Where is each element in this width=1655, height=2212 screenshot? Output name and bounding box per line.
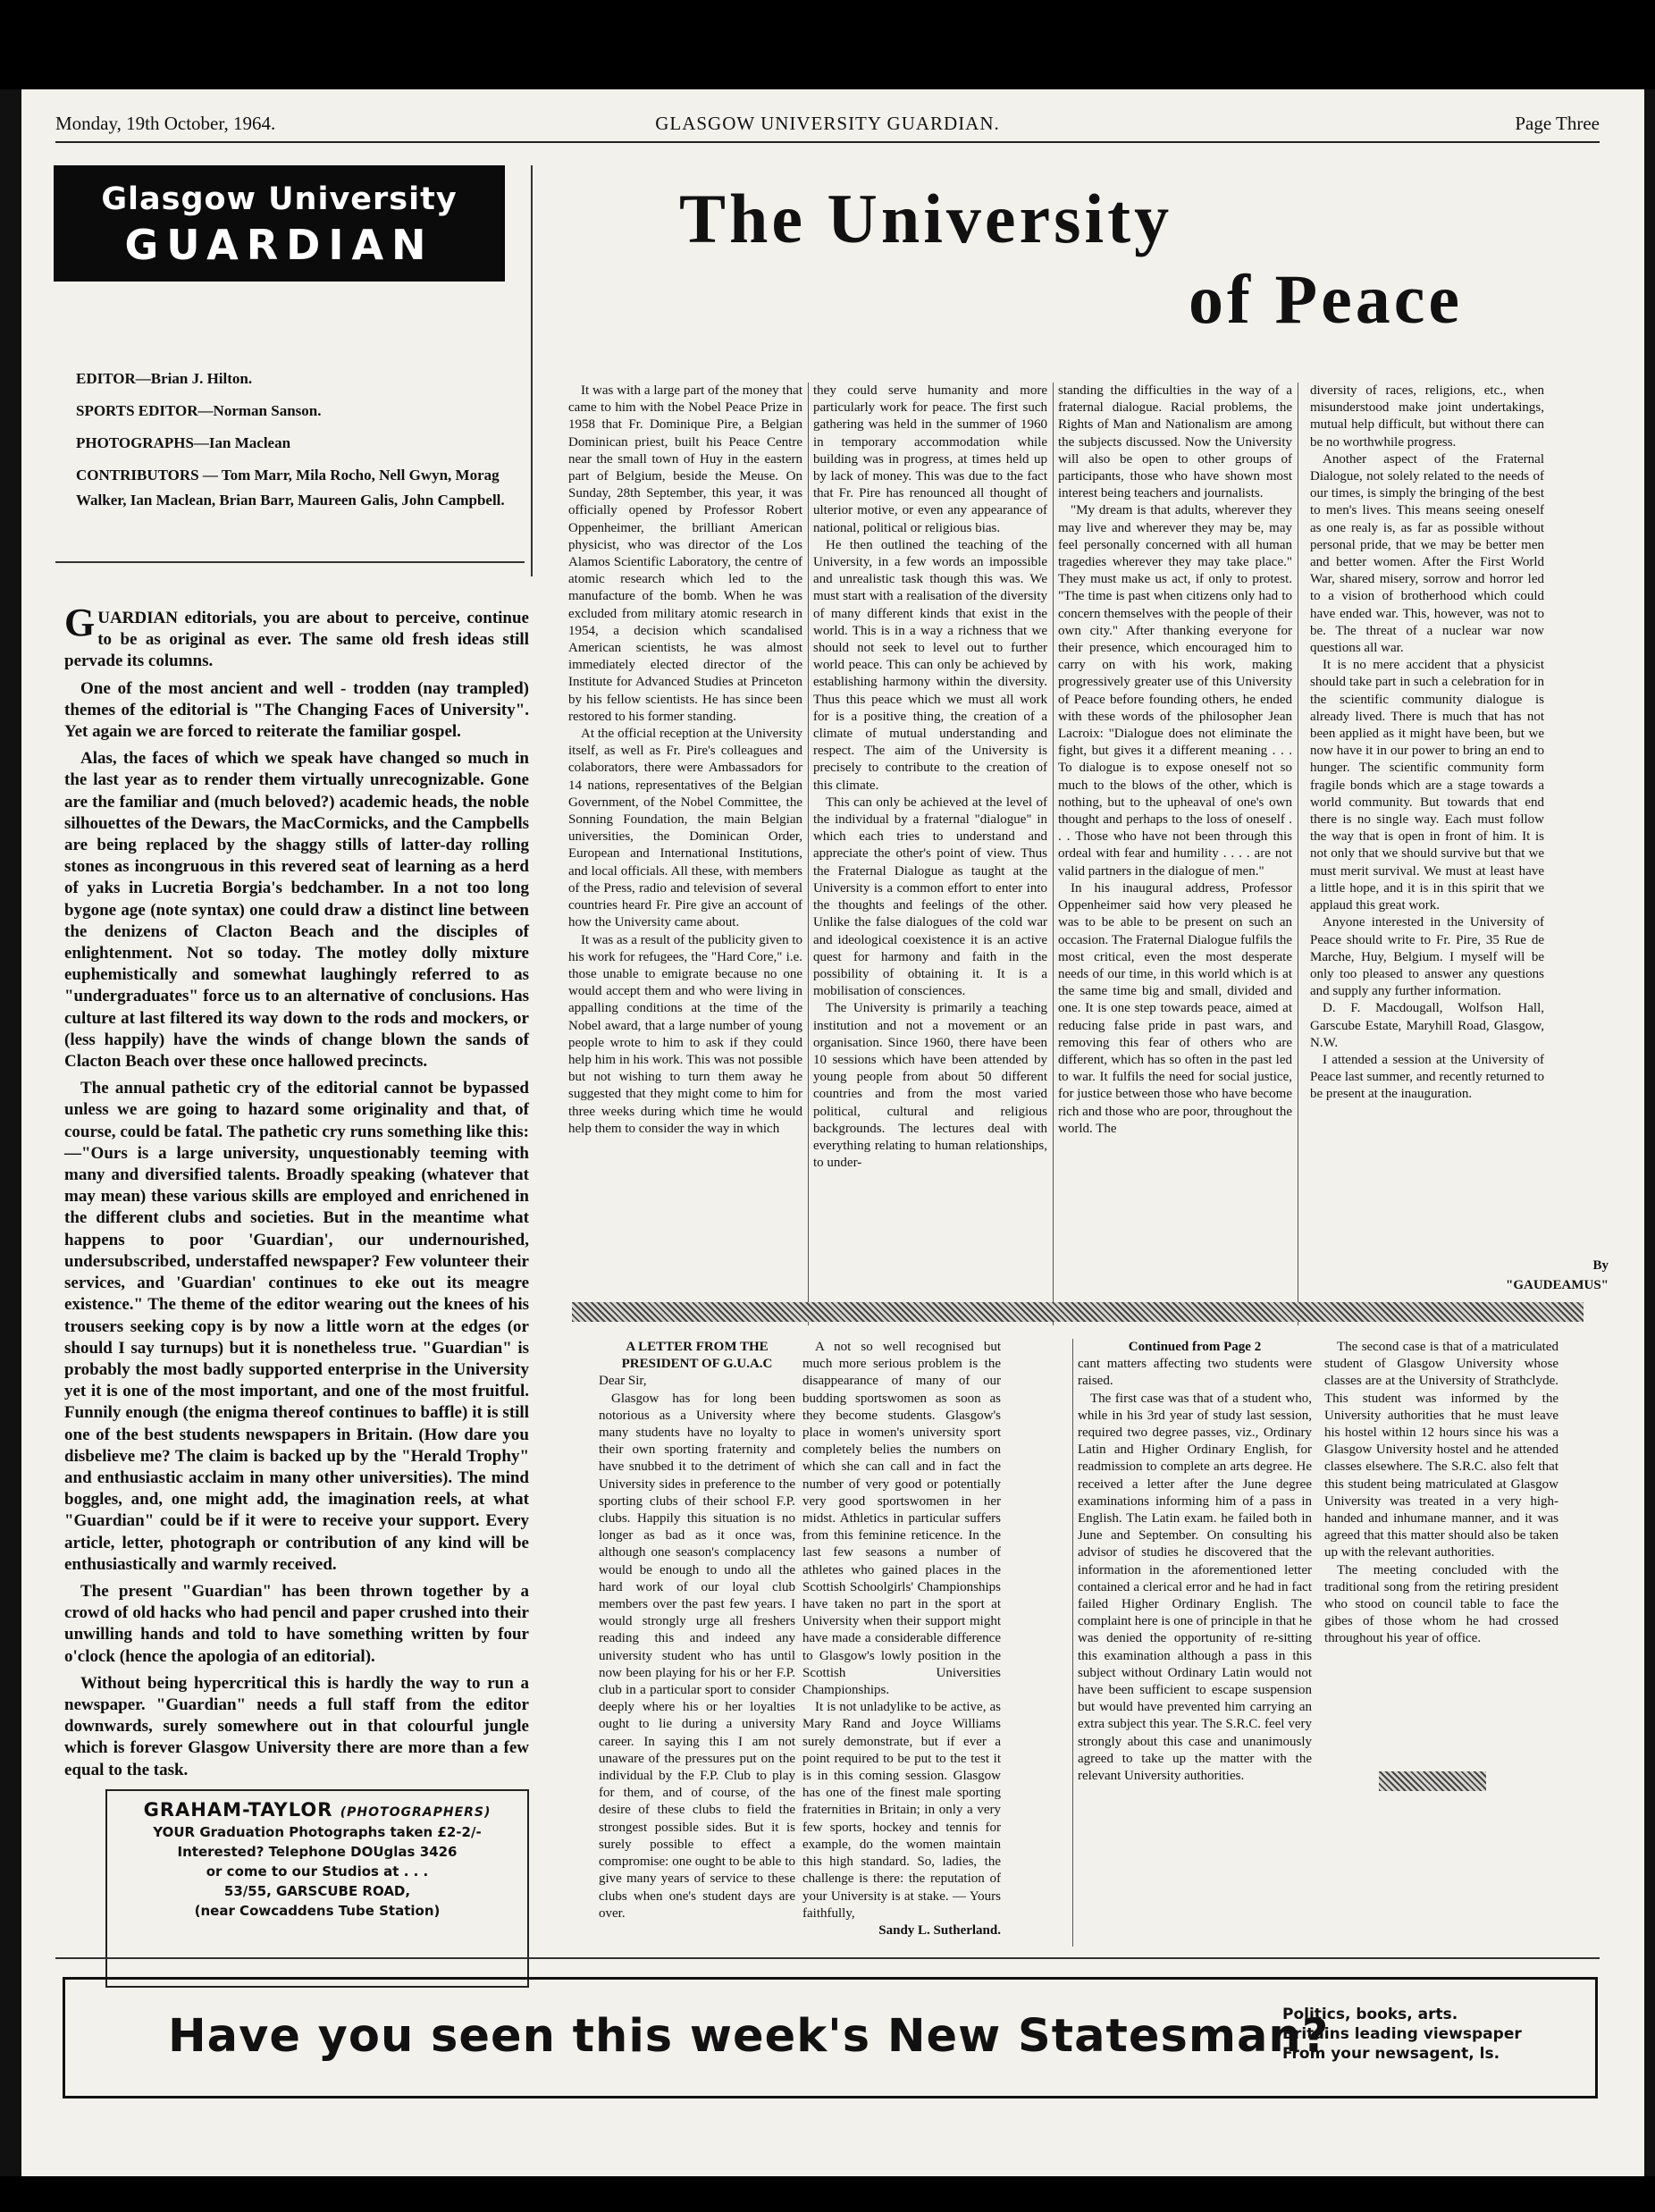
advert-name: GRAHAM-TAYLOR (PHOTOGRAPHERS) (143, 1799, 491, 1821)
editorial-paragraph: Without being hypercritical this is hardly the way to run a newspaper. "Guardian" needs a full staff from the editor downwards, surely somewhere out in that colourful jungle which is forever Glasgow University there are more than a few equal to the task. (64, 1673, 529, 1779)
peace-column-1 (568, 383, 802, 1138)
advert-line: Britains leading viewspaper (1282, 2025, 1522, 2043)
scan-border-left (0, 89, 21, 2212)
editorial-paragraph: GUARDIAN editorials, you are about to perceive, continue to be as original as ever. The same old fresh ideas still pervade its columns. (64, 601, 529, 671)
advert-line: Politics, books, arts. (1282, 2006, 1458, 2023)
peace-column-3 (1058, 383, 1292, 1138)
continued-paragraph: The first case was that of a student who, while in his 3rd year of study last session, required two degree passes, viz., Ordinary Latin and Higher Ordinary English, for readmission to complete an arts degree. He received a letter after the June degree examinations informing him of a pass in English. The Latin exam. he failed both in June and September. On consulting his advisor of studies he discovered that the information in the aforementioned letter contained a clerical error and he had in fact failed Higher Ordinary English. The complaint here is one of principle in that he was denied the opportunity of re-sitting this examination although a pass in this subject without Ordinary Latin would not have been sufficient to escape suspension but would have prevented him carrying an extra subject this year. The S.R.C. feel very strongly about this case and unanimously agreed to take up the matter with the relevant University authorities. (1078, 1391, 1312, 1784)
letter-salutation: Dear Sir, (599, 1374, 647, 1389)
staff-editor: EDITOR—Brian J. Hilton. (76, 370, 253, 387)
divider (55, 1957, 1600, 1959)
advert-subtitle: (PHOTOGRAPHERS) (340, 1805, 491, 1820)
peace-paragraph: It was with a large part of the money that came to him with the Nobel Peace Prize in 1958 that Fr. Dominique Pire, a Belgian Dominican priest, built his Peace Centre near the small town of Huy in the eastern part of Belgium, beside the Meuse. On Sunday, 28th September, this year, it was officially opened by Professor Robert Oppenheimer, the brilliant American physicist, who was director of the Los Alamos Scientific Laboratory, the centre of atomic research which led to the manufacture of the bomb. When he was excluded from military atomic research in 1954, a decision which scandalised American scientists, he was almost immediately elected director of the Institute for Advanced Studies at Princeton by his fellow scientists. He has since been restored to his former standing. (568, 383, 802, 724)
byline-author: "GAUDEAMUS" (1506, 1278, 1609, 1292)
continued-paragraph: The second case is that of a matriculated student of Glasgow University whose classes are at the University of Strathclyde. This student was informed by the University authorities that he must leave his hostel within 12 hours since his was a Glasgow University hostel and he attended classes elsewhere. The S.R.C. also felt that this student being matriculated at Glasgow University was treated in a very high-handed and inhumane manner, and it was agreed that this matter should also be taken up with the relevant authorities. (1324, 1340, 1558, 1560)
column-rule (531, 165, 533, 576)
peace-paragraph: At the official reception at the University itself, as well as Fr. Pire's colleagues and colaborators, there were Ambassadors for 14 nations, representatives of the Belgian Government, of the Nobel Committee, the Sonning Foundation, the main Belgian universities, the Dominican Order, European and International Institutions, and local officials. All these, with members of the Press, radio and television of several countries heard Fr. Pire give an account of how the University came about. (568, 727, 802, 930)
new-statesman-advert (63, 1977, 1598, 2098)
continued-paragraph: cant matters affecting two students were raised. (1078, 1357, 1312, 1389)
peace-paragraph: This can only be achieved at the level of the individual by a fraternal "dialogue" in which each tries to understand and appreciate the other's point of view. Thus the Fraternal Dialogue as taught at the University is a common effort to enter into the thoughts and feelings of the other. Unlike the false dialogues of the cold war and ideological coexistence it is an active quest for harmony and faith in the possibility of obtaining it. It is a mobilisation of consciences. (813, 795, 1047, 999)
letter-signature: Sandy L. Sutherland. (878, 1922, 1001, 1938)
peace-paragraph: I attended a session at the University of Peace last summer, and recently returned to be present at the inauguration. (1310, 1052, 1544, 1102)
masthead (54, 165, 505, 282)
editorial-paragraph: The annual pathetic cry of the editorial cannot be bypassed unless we are going to hazard some originality and that, of course, could be fatal. The pathetic cry runs something like this:—"Ours is a large university, unquestionably teeming with many and diversified talents. Broadly speaking (whatever that may mean) these various skills are employed and enrichened in the different clubs and societies. But in the meantime what happens to poor 'Guardian', our undernourished, undersubscribed, understaffed newspaper? Few volunteer their services, and 'Guardian' continues to eke out its meagre existence." The theme of the editor wearing out the knees of his trousers seeking copy is by now a little worn at the edges (or should I say turnups) but it is nonetheless true. "Guardian" is probably the most badly supported enterprise in the University yet it is one of the most important, and one of the most fruitful. Funnily enough (the enigma thereof continues to baffle) it is still one of the best students newspapers in Britain. (How dare you disbelieve me? The claim is backed up by the "Herald Trophy" and enthusiastic acclaim in many other universities). The mind boggles, and, one might add, the imagination reels, at what "Guardian" could be if it were to receive your support. Every article, letter, photograph or contribution of any kind will be enthusiastically and warmly received. (64, 1079, 529, 1574)
editorial-paragraph: The present "Guardian" has been thrown together by a crowd of old hacks who had pencil and paper crushed into their unwilling hands and told to have something written by four o'clock (hence the apologia of an editorial). (64, 1581, 529, 1666)
peace-paragraph: D. F. Macdougall, Wolfson Hall, Garscube Estate, Maryhill Road, Glasgow, N.W. (1310, 1001, 1544, 1050)
continued-column-2 (1324, 1339, 1558, 1648)
advert-line: 53/55, GARSCUBE ROAD, (223, 1883, 411, 1899)
paper-name: GLASGOW UNIVERSITY GUARDIAN. (655, 113, 1000, 134)
peace-paragraph: It was as a result of the publicity given to his work for refugees, the "Hard Core," i.e. those unable to emigrate because no one would accept them and who were living in appalling conditions at the time of the Nobel award, that a large number of young people wrote to him to ask if they could help him in his work. This was not possible but not wishing to turn them away he suggested that they might come to him for three weeks during which time he would help them to consider the way in which (568, 932, 802, 1136)
scan-border-bottom (0, 2176, 1655, 2212)
peace-paragraph: It is no mere accident that a physicist should take part in such a celebration for in the scientific community dialogue is already lived. There is much that has not been applied as it might have been, but we now have it in our power to bring an end to hunger. The scientific community form fragile bonds which are a stage towards a world community. But towards that end there is no single way. Each must follow the way that is open in front of him. It is not only that we should survive but that we must merit survival. We must at least have a little hope, and it is in this spirit that we applaud this great work. (1310, 658, 1544, 913)
advert-line: Interested? Telephone DOUglas 3426 (177, 1844, 458, 1860)
advert-tagline (1282, 2005, 1522, 2064)
peace-column-2 (813, 383, 1047, 1172)
headline-line1: The University (679, 180, 1173, 257)
peace-paragraph: The University is primarily a teaching institution and not a movement or an organisation. Since 1960, there have been 10 sessions which have been attended by young people from about 50 different countries and from the most varied political, cultural and religious backgrounds. The lectures deal with everything relating to human relationships, to under- (813, 1001, 1047, 1171)
column-rule (808, 383, 809, 1325)
letter-paragraph: It is not unladylike to be active, as Mary Rand and Joyce Williams surely demonstrate, but if ever a point required to be put to the test it is in this coming session. Glasgow has one of the finest male sporting fraternities in Britain; in only a very few sports, hockey and tennis for example, do the women maintain this high standard. So, ladies, the challenge is there: the reputation of your University is at stake. — Yours faithfully, (802, 1700, 1001, 1921)
continued-paragraph: The meeting concluded with the traditional song from the retiring president who stood on council table to face the gibes of those whom he had crossed throughout his year of office. (1324, 1562, 1558, 1646)
advert-line: YOUR Graduation Photographs taken £2-2/- (153, 1824, 482, 1840)
peace-paragraph: Anyone interested in the University of Peace should write to Fr. Pire, 35 Rue de Marche, Huy, Belgium. I myself will be only too pleased to answer any questions and supply any further information. (1310, 915, 1544, 999)
continued-title: Continued from Page 2 (1128, 1340, 1262, 1354)
advert-line: (near Cowcaddens Tube Station) (194, 1903, 441, 1919)
scan-border-top (0, 0, 1655, 89)
advert-line: or come to our Studios at . . . (206, 1863, 429, 1880)
letter-column-1 (599, 1339, 795, 1922)
masthead-line2: GUARDIAN (124, 221, 434, 269)
page-number: Page Three (1515, 113, 1600, 134)
staff-sports-editor: SPORTS EDITOR—Norman Sanson. (76, 402, 322, 419)
editorial-article (64, 601, 529, 1787)
scan-border-right (1644, 89, 1655, 2212)
masthead-line1: Glasgow University (101, 181, 458, 217)
peace-paragraph: they could serve humanity and more particularly work for peace. The first such gathering was held in the summer of 1960 in temporary accommodation while building was in progress, at times held up by lack of money. This was due to the fact that Fr. Pire has renounced all thought of ulterior motive, or even any appearance of national, political or religious bias. (813, 383, 1047, 535)
letter-column-2 (802, 1339, 1001, 1939)
peace-paragraph: diversity of races, religions, etc., when misunderstood make joint undertakings, mutual help difficult, but without there can be no worthwhile progress. (1310, 383, 1544, 450)
peace-column-4 (1310, 383, 1544, 1104)
section-divider (1379, 1771, 1486, 1791)
column-rule (1053, 383, 1054, 1325)
staff-contributors: CONTRIBUTORS — Tom Marr, Mila Rocho, Nell Gwyn, Morag Walker, Ian Maclean, Brian Barr, Maureen Galis, John Campbell. (76, 467, 505, 509)
peace-paragraph: Another aspect of the Fraternal Dialogue, not solely related to the needs of our times, is simply the bringing of the best to men's lives. This means seeing oneself as one realy is, as far as possible without personal pride, that we may be better men and better women. After the First World War, shared misery, sorrow and horror led to a vision of brotherhood which could have ended war. This, however, was not to be. The threat of a nuclear war now questions all war. (1310, 451, 1544, 656)
peace-paragraph: "My dream is that adults, wherever they may live and wherever they may be, may feel personally concerned with all human tragedies wherever they may take place." They must make us act, if only to protest. "The time is past when citizens only had to concern themselves with the people of their own city." After thanking everyone for their presence, which encouraged him to carry on with his work, making progressively greater use of this University of Peace before founding others, he ended with these words of the philosopher Jean Lacroix: "Dialogue does not eliminate the fight, but gives it a different meaning . . . To dialogue is to expose oneself not so much to the blows of the other, which is nothing, but to the upheaval of one's own thought and perhaps to the loss of oneself . . . Those who have not been through this ordeal with fear and humility . . . . are not valid partners in the dialogue of men." (1058, 503, 1292, 879)
headline-line2: of Peace (1189, 260, 1463, 338)
staff-photographs: PHOTOGRAPHS—Ian Maclean (76, 434, 291, 451)
byline-by: By (1592, 1258, 1609, 1273)
drop-cap: G (64, 601, 96, 644)
continued-column-1 (1078, 1339, 1312, 1785)
advert-line: From your newsagent, ls. (1282, 2045, 1500, 2063)
advert-headline: Have you seen this week's New Statesman? (168, 2010, 1330, 2063)
page-header (55, 105, 1600, 143)
editorial-paragraph: One of the most ancient and well - trodden (nay trampled) themes of the editorial is "The Changing Faces of University". Yet again we are forced to reiterate the familiar gospel. (64, 678, 529, 742)
letter-paragraph: Glasgow has for long been notorious as a University where many students have no loyalty to their own sporting fraternity and have snubbed it to the detriment of University sides in preference to the sporting clubs of their school F.P. clubs. Happily this situation is no longer as bad as it once was, although one season's complacency would be enough to undo all the hard work of our loyal club members over the past few years. I would strongly urge all freshers reading this and indeed any university student who has until now been playing for his or her F.P. club in a particular sport to consider deeply where his or her loyalties ought to lie during a university career. In saying this I am not unaware of the pressures put on the individual by the F.P. Club to play for them, and of course, of the desire of these clubs to field the strongest possible sides. But it is surely possible to effect a compromise: one ought to be able to give many years of service to these clubs when one's student days are over. (599, 1391, 795, 1921)
peace-paragraph: standing the difficulties in the way of a fraternal dialogue. Racial problems, the Rights of Man and Nationalism are among the subjects discussed. Now the University will also be open to other groups of participants, those who have shown most interest being teachers and journalists. (1058, 383, 1292, 501)
editorial-paragraph: Alas, the faces of which we speak have changed so much in the last year as to render them virtually unrecognizable. Gone are the familiar and (much beloved?) academic heads, the noble silhouettes of the Dewars, the MacCormicks, and the Campbells are being replaced by the shaggy stills of latter-day rolling stones as incongruous in this revered seat of learning as a herd of yaks in Lucretia Borgia's bedchamber. In a not too long bygone age (note syntax) one could draw a distinct line between the denizens of Clacton Beach and the disciples of enlightenment. Not so today. The motley dolly mixture euphemistically and somewhat laughingly referred to as "undergraduates" force us to an alternative of conclusions. Has culture at last filtered its way down to the rods and mockers, or (less happily) have the winds of change blown the sands of Clacton Beach over these once hallowed precincts. (64, 749, 529, 1072)
staff-box (76, 366, 523, 520)
letter-paragraph: A not so well recognised but much more serious problem is the disappearance of many of our budding sportswomen as soon as they become students. Glasgow's place in women's university sport completely belies the numbers on which she can call and in fact the number of very good or potentially very good sportswomen in her midst. Athletics in particular suffers from this feminine reticence. In the last few seasons a number of athletes who gained places in the Scottish Schoolgirls' Championships have taken no part in the sport at University when their support might have made a considerable difference to Glasgow's lowly position in the Scottish Universities Championships. (802, 1340, 1001, 1698)
peace-paragraph: In his inaugural address, Professor Oppenheimer said how very pleased he was to be able to be present on such an occasion. The Fraternal Dialogue fulfils the most critical, even the most desperate needs of our time, in this world which is at the same time big and small, divided and one. It is one step towards peace, aimed at reducing false pride in past wars, and removing this fear of others who are different, which has so often in the past led to war. It fulfils the need for social justice, for justice between those who have become rich and those who are poor, throughout the world. The (1058, 880, 1292, 1136)
letter-title: A LETTER FROM THE PRESIDENT OF G.U.A.C (621, 1340, 773, 1372)
section-divider (572, 1302, 1584, 1322)
divider (55, 561, 525, 563)
byline (1314, 1256, 1609, 1295)
issue-date: Monday, 19th October, 1964. (55, 113, 276, 134)
peace-paragraph: He then outlined the teaching of the University, in a few words an impossible and unrealistic task though this was. We must start with a realisation of the diversity of many different kinds that exist in the world. This is in a way a richness that we should not seek to level out to further world peace. This can only be achieved by establishing harmony within the diversity. Thus this peace which we must all work for is a positive thing, the creation of a climate of mutual understanding and respect. The aim of the University is precisely to contribute to the creation of this climate. (813, 537, 1047, 793)
column-rule (1072, 1339, 1073, 1947)
